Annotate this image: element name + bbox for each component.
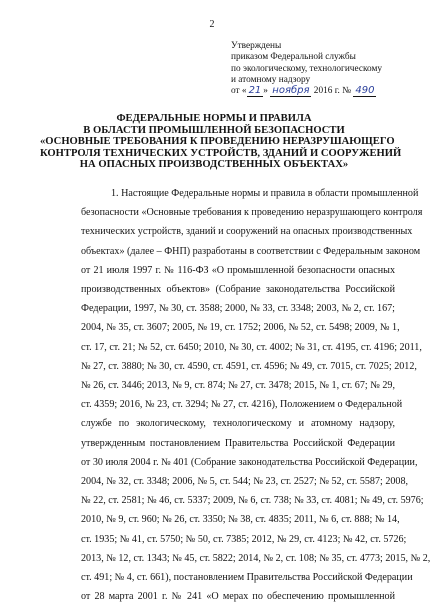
- title-line: ФЕДЕРАЛЬНЫЕ НОРМЫ И ПРАВИЛА: [116, 113, 312, 124]
- body-line: № 26, ст. 3446; 2013, № 9, ст. 874; № 27, ст. 3478; 2015, № 1, ст. 67; № 29,: [81, 380, 395, 392]
- order-prefix: от «: [231, 86, 247, 97]
- body-line: № 22, ст. 2581; № 46, ст. 5337; 2009, № 6, ст. 738; № 33, ст. 4081; № 49, ст. 5976;: [81, 495, 424, 507]
- body-line: 2004, № 32, ст. 3348; 2006, № 5, ст. 544; № 23, ст. 2527; № 52, ст. 5587; 2008,: [81, 476, 409, 488]
- body-line: ст. 1935; № 41, ст. 5750; № 50, ст. 7385; 2012, № 29, ст. 4123; № 42, ст. 5726;: [81, 533, 407, 545]
- order-day-handwritten: 21: [248, 85, 262, 97]
- body-line: утвержденным постановлением Правительства Российской Федерации: [81, 437, 395, 449]
- body-line: 2010, № 9, ст. 960; № 26, ст. 3350; № 38, ст. 4835; 2011, № 6, ст. 888; № 14,: [81, 514, 400, 526]
- title-line: КОНТРОЛЯ ТЕХНИЧЕСКИХ УСТРОЙСТВ, ЗДАНИЙ И СООРУЖЕНИЙ: [40, 147, 402, 159]
- title-line: «ОСНОВНЫЕ ТРЕБОВАНИЯ К ПРОВЕДЕНИЮ НЕРАЗРУШАЮЩЕГО: [40, 136, 395, 148]
- approval-line: Утверждены: [231, 41, 282, 51]
- body-paragraph: [81, 184, 430, 606]
- approval-line: приказом Федеральной службы: [231, 52, 356, 63]
- body-line: 1. Настоящие Федеральные нормы и правила в области промышленной: [111, 188, 419, 199]
- body-line: ст. 491; № 4, ст. 661), постановлением Правительства Российской Федерации: [81, 572, 413, 584]
- order-month-handwritten: ноября: [272, 85, 310, 97]
- body-line: технических устройств, зданий и сооружений на опасных производственных: [81, 226, 413, 238]
- document-title: [40, 113, 402, 171]
- body-line: Федерации, 1997, № 30, ст. 3588; 2000, № 33, ст. 3348; 2003, № 2, ст. 167;: [81, 303, 395, 315]
- order-year: 2016 г. №: [311, 86, 354, 97]
- body-line: 2013, № 12, ст. 1343; № 45, ст. 5822; 2014, № 2, ст. 108; № 35, ст. 4773; 2015, № 2,: [81, 552, 430, 564]
- title-line: НА ОПАСНЫХ ПРОИЗВОДСТВЕННЫХ ОБЪЕКТАХ»: [79, 159, 349, 171]
- page-number: 2: [209, 19, 215, 30]
- body-line: ст. 17, ст. 21; № 52, ст. 6450; 2010, № 30, ст. 4002; № 31, ст. 4195, ст. 4196; 2011,: [81, 341, 422, 353]
- body-line: от 28 марта 2001 г. № 241 «О мерах по обеспечению промышленной: [81, 591, 395, 603]
- order-mid: »: [263, 86, 271, 97]
- body-line: службе по экологическому, технологическому и атомному надзору,: [81, 418, 395, 430]
- title-line: В ОБЛАСТИ ПРОМЫШЛЕННОЙ БЕЗОПАСНОСТИ: [83, 124, 345, 136]
- body-line: безопасности «Основные требования к проведению неразрушающего контроля: [81, 207, 423, 219]
- approval-block: [231, 41, 411, 97]
- body-line: объектах» (далее – ФНП) разработаны в соответствии с Федеральным законом: [81, 245, 421, 257]
- approval-line: по экологическому, технологическому: [231, 63, 383, 74]
- order-date-line: [231, 86, 411, 97]
- body-line: ст. 4359; 2016, № 23, ст. 3294; № 27, ст. 4216), Положением о Федеральной: [81, 399, 403, 411]
- body-line: 2004, № 35, ст. 3607; 2005, № 19, ст. 1752; 2006, № 52, ст. 5498; 2009, № 1,: [81, 322, 400, 334]
- body-line: от 21 июля 1997 г. № 116-ФЗ «О промышленной безопасности опасных: [81, 264, 395, 276]
- approval-line: и атомному надзору: [231, 74, 311, 85]
- body-line: производственных объектов» (Собрание законодательства Российской: [81, 284, 395, 296]
- body-line: № 27, ст. 3880; № 30, ст. 4590, ст. 4591, ст. 4596; № 49, ст. 7015, ст. 7025; 2012,: [81, 360, 417, 372]
- body-line: от 30 июля 2004 г. № 401 (Собрание законодательства Российской Федерации,: [81, 456, 418, 468]
- order-number-handwritten: 490: [355, 85, 375, 97]
